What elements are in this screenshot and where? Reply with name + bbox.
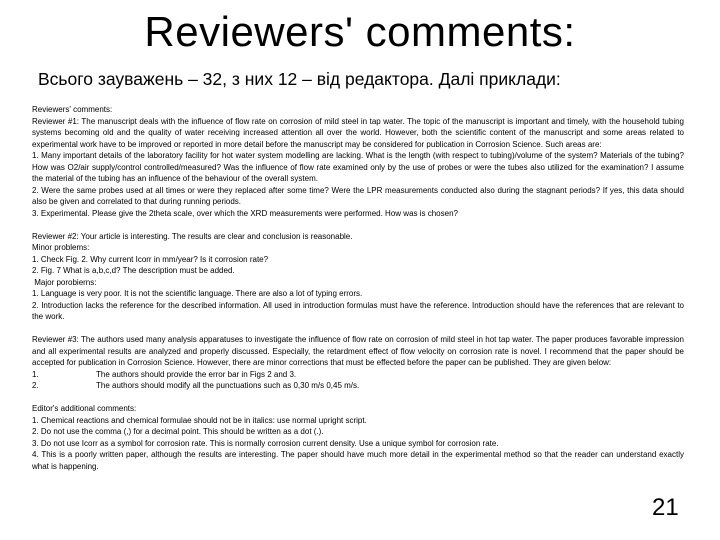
reviewer-2-minor-2: 2. Fig. 7 What is a,b,c,d? The description must be added. (32, 266, 235, 275)
editor-comment-1: 1. Chemical reactions and chemical formulae should not be in italics: use normal upright script. (32, 415, 367, 425)
reviewer-2-intro: Reviewer #2: Your article is interesting. The results are clear and conclusion is reasonable. (32, 231, 353, 241)
spacer (32, 219, 684, 231)
slide-title: Reviewers' comments: (144, 8, 576, 55)
reviewer-2-minor-heading: Minor problems: (32, 243, 90, 252)
reviewer-2-minor-1: 1. Check Fig. 2. Why current Icorr in mm/year? Is it corrosion rate? (32, 254, 269, 264)
spacer (32, 323, 684, 335)
reviewer-3-item-2 (32, 380, 684, 392)
reviewer-3-intro: Reviewer #3: The authors used many analysis apparatuses to investigate the influence of flow rate on corrosion of mild steel in hot tap water. The paper produces favorable impression and all experimental results are analyzed and properly discussed. Especially, the retardment effect of flow velocity on corrosion rate is novel. I recommend that the paper should be accepted for publication in Corrosion Science. However, there are minor corrections that must be effected before the paper can be published. They are given below: (32, 335, 684, 367)
page-number: 21 (652, 494, 679, 521)
slide-subtitle: Всього зауважень – 32, з них 12 – від редактора. Далі приклади: (38, 69, 561, 89)
item-number: 2. (32, 381, 39, 390)
editor-comment-3: 3. Do not use Icorr as a symbol for corrosion rate. This is normally corrosion current density. Use a unique symbol for corrosion rate. (32, 438, 499, 448)
item-text: The authors should modify all the punctuations such as 0,30 m/s 0,45 m/s. (96, 381, 360, 390)
reviewer-1-point-1: 1. Many important details of the laboratory facility for hot water system modelling are lacking. What is the length (with respect to tubing)/volume of the system? Materials of the tubing? How was O2/air supply/control controlled/measured? Was the influence of flow rate examined only by the use of probes or were the tubes also utilized for the examination? I assume the material of the tubing has an influence of the behaviour of the overall system. (32, 151, 684, 183)
reviewer-3-item-1 (32, 369, 684, 381)
reviewer-2-major-1: 1. Language is very poor. It is not the scientific language. There are also a lot of typing errors. (32, 289, 363, 298)
reviewer-1-point-3: 3. Experimental. Please give the 2theta scale, over which the XRD measurements were performed. How was is chosen? (32, 208, 458, 218)
editor-comment-4: 4. This is a poorly written paper, although the results are interesting. The paper should have much more detail in the experimental method so that the reader can understand exactly what is happening. (32, 450, 684, 471)
item-text: The authors should provide the error bar in Figs 2 and 3. (96, 369, 297, 379)
reviewer-2-major-heading: Major porobierns: (32, 277, 97, 287)
spacer (32, 392, 684, 404)
editor-heading: Editor's additional comments: (32, 404, 137, 413)
item-number: 1. (32, 369, 39, 379)
body-heading: Reviewers' comments: (32, 105, 113, 114)
reviewer-2-major-2: 2. Introduction lacks the reference for the described information. All used in introduction formulas must have the reference. Introduction should have the references that are relevant to the work. (32, 300, 684, 321)
editor-comment-2: 2. Do not use the comma (,) for a decimal point. This should be written as a dot (.). (32, 427, 324, 436)
reviewer-1-point-2: 2. Were the same probes used at all times or were they replaced after some time? Were the LPR measurements conducted also during the stagnant periods? If yes, this data should also be given and correlated to that during running periods. (32, 185, 684, 206)
comments-body (32, 104, 684, 472)
reviewer-1-intro: Reviewer #1: The manuscript deals with the influence of flow rate on corrosion of mild steel in tap water. The topic of the manuscript is important and timely, with the household tubing systems becoming old and the quality of water receiving increased attention all over the world. However, both the scientific content of the manuscript and some areas related to experimental work have to be improved or reported in more detail before the manuscript may be considered for publication in Corrosion Science. Such areas are: (32, 116, 684, 149)
